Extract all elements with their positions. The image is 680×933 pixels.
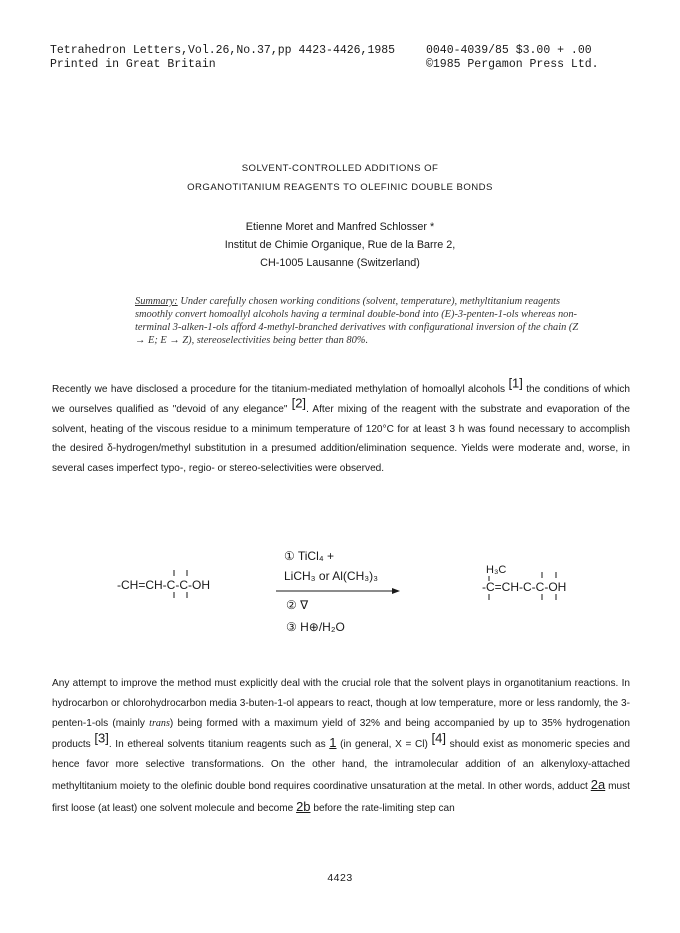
reactant-bond-stubs bbox=[174, 570, 187, 598]
reagent-step-1: ① TiCl₄ + bbox=[284, 549, 334, 563]
paragraph-2-text: should exist as monomeric species and hence favor more selective transformations. On the other hand, the intramolecular addition of an alkenyloxy-attached methyltitanium moiety to the olefinic double bond requires coordinative unsaturation at the metal. In other words, adduct bbox=[52, 739, 630, 792]
reference-1: [1] bbox=[508, 375, 523, 391]
compound-2a: 2a bbox=[590, 776, 606, 792]
summary-label: Summary: bbox=[135, 296, 178, 307]
paragraph-2-text: Any attempt to improve the method must explicitly deal with the crucial role that the solvent plays in organotitanium reactions. In hydrocarbon or chlorohydrocarbon media 3-buten-1-ol appears to react, though at low temperature, more or less randomly, the 3-penten-1-ols (mainly bbox=[52, 678, 630, 729]
author-city: CH-1005 Lausanne (Switzerland) bbox=[260, 257, 420, 269]
product-formula: -C=CH-C-C-OH bbox=[482, 580, 567, 594]
italic-trans: trans bbox=[149, 717, 170, 729]
printed-in: Printed in Great Britain bbox=[50, 58, 216, 71]
paragraph-2-text: ) being formed with a maximum yield of 32% and being accompanied by up to 35% hydrogenation products bbox=[52, 717, 631, 751]
reference-3: [3] bbox=[94, 731, 109, 747]
paragraph-2-text: (in general, X = Cl) bbox=[336, 739, 432, 751]
page-number: 4423 bbox=[327, 872, 353, 884]
reagent-step-1-cont: LiCH₃ or Al(CH₃)₃ bbox=[284, 569, 379, 583]
title-line-2: ORGANOTITANIUM REAGENTS TO OLEFINIC DOUBLE BONDS bbox=[187, 182, 493, 193]
reagent-step-3: ③ H⊕/H₂O bbox=[286, 620, 345, 634]
paragraph-1-text: the conditions of which we ourselves qualified as "devoid of any elegance" bbox=[52, 384, 630, 415]
reactant-formula: -CH=CH-C-C-OH bbox=[117, 578, 210, 592]
product-bond-stubs bbox=[489, 572, 556, 600]
compound-2b: 2b bbox=[296, 798, 311, 814]
reference-2: [2] bbox=[291, 395, 307, 411]
paragraph-1 bbox=[52, 375, 630, 479]
product-methyl: H₃C bbox=[486, 564, 507, 576]
reagent-step-2: ② ∇ bbox=[286, 598, 309, 612]
reference-4: [4] bbox=[431, 731, 447, 747]
copyright: ©1985 Pergamon Press Ltd. bbox=[426, 58, 599, 71]
compound-1: 1 bbox=[329, 735, 337, 751]
author-names: Etienne Moret and Manfred Schlosser * bbox=[245, 221, 435, 233]
summary-text: Under carefully chosen working conditions (solvent, temperature), methyltitanium reagents smoothly convert homoallyl alcohols having a terminal double-bond into (E)-3-penten-1-ols whereas non-terminal 3-alken-1-ols afford 4-methyl-branched derivatives with configurational inversion of the chain (Z → E; E → Z), stereoselectivities being better than 80%. bbox=[135, 296, 579, 346]
paragraph-1-text: . After mixing of the reagent with the substrate and evaporation of the solvent, heating of the viscous residue to a minimum temperature of 120°C for at least 3 h was found necessary to accomplish the desired δ-hydrogen/methyl substitution in a presumed addition/elimination sequence. Yields were moderate and, worse, in several cases imperfect typo-, regio- or stereo-selectivities were observed. bbox=[52, 403, 630, 475]
paragraph-1-text: Recently we have disclosed a procedure for the titanium-mediated methylation of homoallyl alcohols bbox=[52, 384, 509, 395]
summary bbox=[135, 295, 590, 347]
author-institute: Institut de Chimie Organique, Rue de la Barre 2, bbox=[224, 239, 456, 251]
price-code: 0040-4039/85 $3.00 + .00 bbox=[426, 44, 592, 57]
paragraph-2-text: before the rate-limiting step can bbox=[310, 802, 455, 814]
title-line-1: SOLVENT-CONTROLLED ADDITIONS OF bbox=[241, 163, 439, 174]
paragraph-2 bbox=[52, 674, 630, 819]
citation: Tetrahedron Letters,Vol.26,No.37,pp 4423-4426,1985 bbox=[50, 44, 396, 57]
paragraph-2-text: . In ethereal solvents titanium reagents such as bbox=[108, 739, 330, 751]
paragraph-2-text: must first loose (at least) one solvent molecule and become bbox=[52, 780, 630, 814]
reaction-arrowhead bbox=[392, 588, 400, 594]
